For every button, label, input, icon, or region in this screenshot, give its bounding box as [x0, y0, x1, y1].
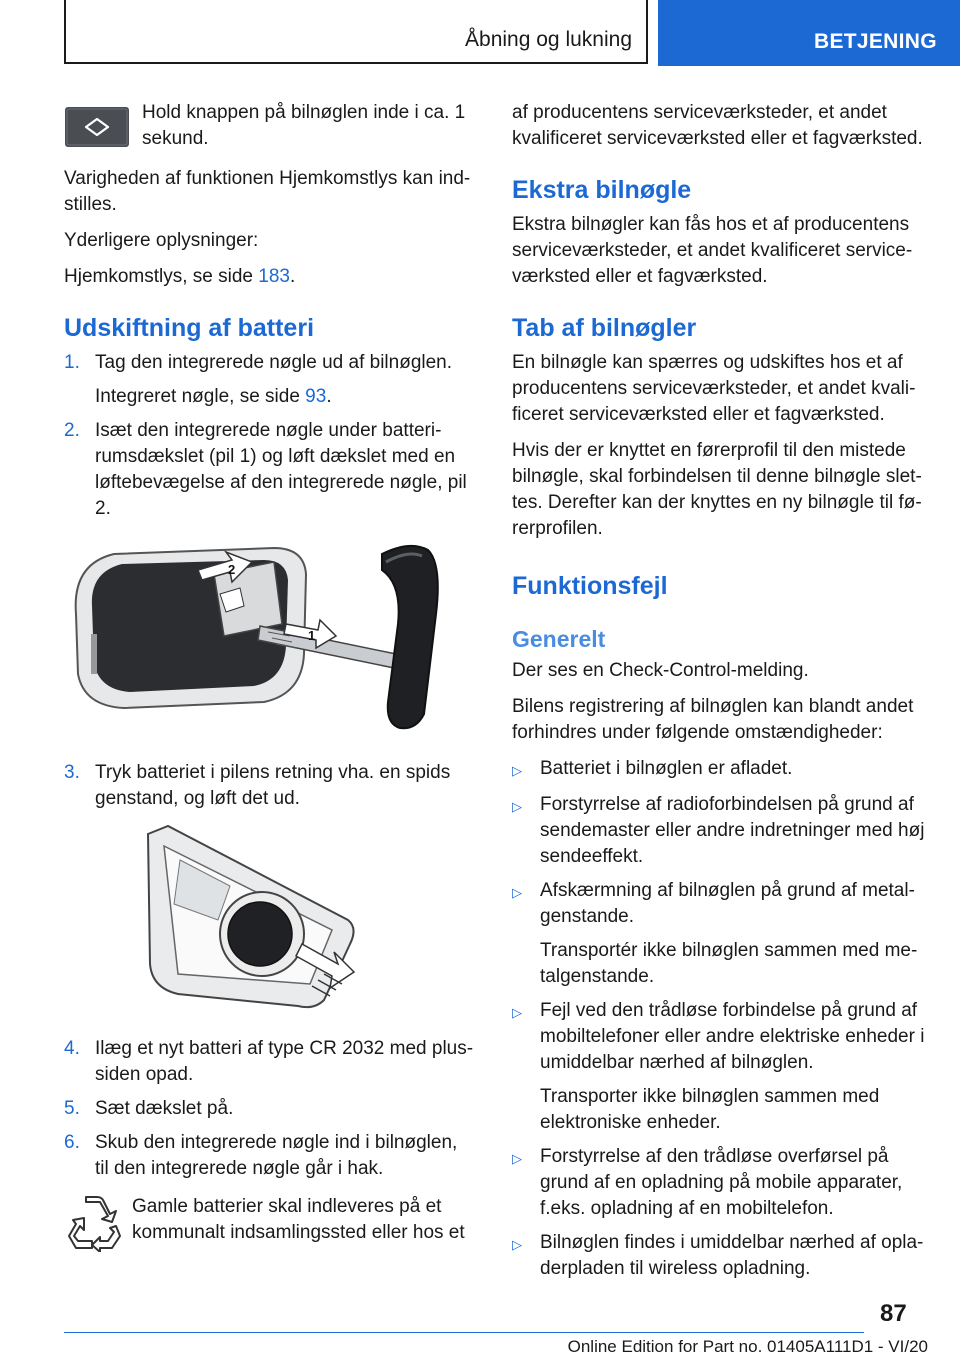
step-number: 5. [64, 1098, 80, 1119]
figure-label-2: 2 [228, 562, 236, 577]
list-item [64, 1096, 476, 1122]
list-item [512, 756, 928, 784]
paragraph: Der ses en Check-Control-melding. [512, 660, 809, 681]
step-reference [95, 384, 476, 410]
list-item [64, 350, 476, 410]
bullet-triangle-icon: ▷ [512, 1151, 522, 1166]
list-item [512, 1144, 928, 1222]
footer-divider [64, 1332, 864, 1333]
battery-steps [64, 350, 476, 522]
step-text: Sæt dækslet på. [95, 1098, 234, 1119]
step-text: Ilæg et nyt batteri af type CR 2032 med plus-siden opad. [95, 1038, 474, 1085]
step-number: 4. [64, 1038, 80, 1059]
ref-end: . [289, 266, 296, 287]
recycle-icon [64, 1194, 122, 1252]
home-light-button-icon [64, 106, 130, 148]
bullet-extra: Transportér ikke bilnøglen sammen med me-talgenstande. [540, 940, 918, 987]
bullet-text: Batteriet i bilnøglen er afladet. [540, 758, 793, 779]
paragraph: Yderligere oplysninger: [64, 230, 259, 251]
list-item [512, 792, 928, 870]
chapter-tab-label: BETJENING [814, 30, 937, 53]
step-number: 2. [64, 420, 80, 441]
list-item [64, 1130, 476, 1182]
bullet-text: Bilnøglen findes i umiddelbar nærhed af opla-derpladen til wireless opladning. [540, 1232, 924, 1279]
left-column [64, 100, 476, 1252]
list-item [64, 1036, 476, 1088]
ref-text: Hjemkomstlys, se side [64, 266, 259, 287]
bullet-triangle-icon: ▷ [512, 1237, 522, 1252]
note-text: Hold knappen på bilnøglen inde i ca. 1 sekund. [142, 102, 466, 149]
step-number: 6. [64, 1132, 80, 1153]
section-heading-lost-keys: Tab af bilnøgler [512, 314, 697, 342]
page-link-183[interactable]: 183 [258, 266, 290, 287]
step-number: 1. [64, 352, 80, 373]
bullet-text: Afskærmning af bilnøglen på grund af metal-genstande. [540, 880, 915, 927]
section-heading-battery: Udskiftning af batteri [64, 314, 315, 342]
bullet-text: Fejl ved den trådløse forbindelse på grund af mobiltelefoner eller andre elektriske enheder i umiddelbar nærhed af bilnøglen. [540, 1000, 925, 1073]
step-number: 3. [64, 762, 80, 783]
ref-end: . [326, 386, 332, 407]
key-battery-cover-illustration [64, 534, 444, 734]
step-text: Skub den integrerede nøgle ind i bilnøglen, til den integrerede nøgle går i hak. [95, 1132, 458, 1179]
recycle-note [64, 1194, 476, 1252]
figure-battery-remove [138, 824, 476, 1018]
battery-steps-final [64, 1036, 476, 1182]
footer-edition: Online Edition for Part no. 01405A111D1 - VI/20 [567, 1337, 928, 1356]
list-item [512, 1230, 928, 1282]
list-item [64, 418, 476, 522]
bullet-extra: Transporter ikke bilnøglen sammen med elektroniske enheder. [540, 1086, 880, 1133]
paragraph: Hvis der er knyttet en førerprofil til den mistede bilnøgle, skal forbindelsen til denne bilnøgle slet-tes. Derefter kan der knyttes en ny bilnøgle til fø-rerprofilen. [512, 440, 922, 539]
figure-key-open [64, 534, 476, 742]
home-button-note [64, 100, 476, 152]
figure-label-1: 1 [308, 628, 316, 643]
battery-removal-illustration [138, 824, 360, 1010]
paragraph: af producentens serviceværksteder, et andet kvalificeret serviceværksted eller et fagværksted. [512, 102, 923, 149]
recycle-text: Gamle batterier skal indleveres på et kommunalt indsamlingssted eller hos et [132, 1196, 465, 1243]
chapter-tab[interactable] [658, 0, 960, 66]
bullet-triangle-icon: ▷ [512, 763, 522, 778]
step-text: Tryk batteriet i pilens retning vha. en spids genstand, og løft det ud. [95, 762, 451, 809]
paragraph: Varigheden af funktionen Hjemkomstlys kan ind-stilles. [64, 168, 471, 215]
page-number: 87 [880, 1300, 907, 1327]
paragraph-reference [64, 264, 476, 290]
bullet-text: Forstyrrelse af radioforbindelsen på grund af sendemaster eller andre indretninger med høj sendeeffekt. [540, 794, 925, 867]
step-text: Isæt den integrerede nøgle under batteri-rumsdækslet (pil 1) og løft dækslet med en løftebevægelse af den integrerede nøgle, pil 2. [95, 420, 467, 519]
bullet-triangle-icon: ▷ [512, 799, 522, 814]
malfunction-conditions [512, 756, 928, 1282]
section-heading-extra-key: Ekstra bilnøgle [512, 176, 692, 204]
paragraph: Bilens registrering af bilnøglen kan blandt andet forhindres under følgende omstændigheder: [512, 696, 914, 743]
step-text: Tag den integrerede nøgle ud af bilnøglen. [95, 352, 453, 373]
header-section-box [64, 0, 648, 64]
section-heading-malfunction: Funktionsfejl [512, 572, 668, 600]
paragraph: En bilnøgle kan spærres og udskiftes hos et af producentens serviceværksteder, et andet kvali-ficeret serviceværksted eller et fagværksted. [512, 352, 916, 425]
bullet-text: Forstyrrelse af den trådløse overførsel på grund af en opladning på mobile apparater, f.eks. opladning af en mobiltelefon. [540, 1146, 903, 1219]
subheading-general: Generelt [512, 626, 606, 652]
section-title: Åbning og lukning [465, 28, 632, 51]
list-item [512, 878, 928, 990]
bullet-triangle-icon: ▷ [512, 1005, 522, 1020]
list-item [64, 760, 476, 812]
battery-steps-continued [64, 760, 476, 812]
list-item [512, 998, 928, 1136]
page-link-93[interactable]: 93 [305, 386, 327, 407]
right-column [512, 100, 928, 1290]
paragraph: Ekstra bilnøgler kan fås hos et af producentens serviceværksteder, et andet kvalificeret service-værksted eller et fagværksted. [512, 214, 913, 287]
ref-text: Integreret nøgle, se side [95, 386, 306, 407]
bullet-triangle-icon: ▷ [512, 885, 522, 900]
